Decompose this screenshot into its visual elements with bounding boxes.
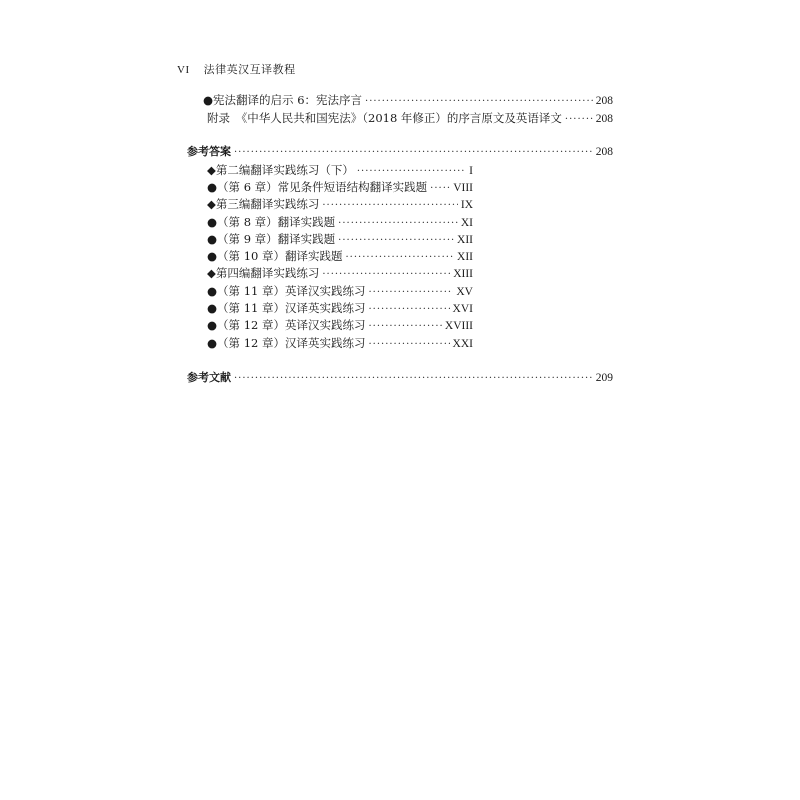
toc-entry-title: ●宪法翻译的启示 6：宪法序言 — [203, 93, 363, 107]
toc-entry-page: 208 — [595, 95, 613, 107]
page-number: VI — [177, 64, 190, 76]
toc-entry[interactable] — [207, 335, 473, 353]
toc-entry[interactable] — [207, 283, 473, 301]
toc-entry[interactable] — [207, 196, 473, 214]
toc-entry[interactable] — [207, 231, 473, 249]
toc-entry-page: XII — [457, 251, 473, 263]
toc-entry-title: ◆第四编翻译实践练习 — [207, 266, 320, 280]
dot-leader — [368, 285, 453, 301]
toc-entry-page: XV — [456, 286, 473, 298]
dot-leader — [357, 164, 466, 180]
toc-entry-page: VIII — [453, 182, 473, 194]
dot-leader — [234, 371, 593, 387]
toc-entry-title: ●（第 11 章）汉译英实践练习 — [207, 301, 366, 315]
toc-entry-page: XVIII — [444, 320, 473, 332]
toc-entry[interactable] — [207, 300, 473, 318]
dot-leader — [345, 250, 454, 266]
toc-entry[interactable] — [207, 248, 473, 266]
page-header — [177, 61, 296, 77]
toc-entry[interactable] — [207, 214, 473, 232]
toc-section-title: 参考文献 — [187, 371, 231, 384]
toc-section-page: 209 — [595, 372, 613, 384]
toc-entry[interactable] — [207, 179, 473, 197]
dot-leader — [368, 337, 449, 353]
toc-entry-title: ●（第 11 章）英译汉实践练习 — [207, 284, 366, 298]
toc-entry-page: XVI — [452, 303, 473, 315]
dot-leader — [338, 216, 458, 232]
toc-entry-title: ◆第二编翻译实践练习（下） — [207, 163, 354, 177]
toc-entry-title: ●（第 10 章）翻译实践题 — [207, 249, 343, 263]
dot-leader — [322, 267, 450, 283]
toc-entry-page: XI — [460, 217, 473, 229]
toc-entry-title: 附录 《中华人民共和国宪法》（2018 年修正）的序言原文及英语译文 — [207, 111, 562, 125]
dot-leader — [368, 302, 449, 318]
toc-entry[interactable] — [207, 317, 473, 335]
toc-entry-title: ●（第 9 章）翻译实践题 — [207, 232, 336, 246]
dot-leader — [338, 233, 454, 249]
toc-entry[interactable] — [207, 265, 473, 283]
toc-entry[interactable] — [207, 110, 613, 128]
dot-leader — [322, 198, 458, 214]
toc-section-page: 208 — [595, 146, 613, 158]
toc-entry-page: XXI — [452, 338, 473, 350]
toc-entry-title: ◆第三编翻译实践练习 — [207, 197, 320, 211]
dot-leader — [565, 112, 593, 128]
toc-entry-page: I — [469, 165, 473, 177]
toc-section-references[interactable] — [187, 370, 613, 387]
toc-section-answers[interactable] — [187, 144, 613, 161]
toc-section-title: 参考答案 — [187, 145, 231, 158]
dot-leader — [368, 319, 441, 335]
toc-entry[interactable] — [207, 162, 473, 180]
toc-entry-title: ●（第 6 章）常见条件短语结构翻译实践题 — [207, 180, 428, 194]
toc-entry-page: IX — [460, 199, 473, 211]
dot-leader — [234, 145, 593, 161]
toc-entry-page: XIII — [453, 268, 473, 280]
toc-entry-page: 208 — [595, 113, 613, 125]
toc-entry-title: ●（第 12 章）汉译英实践练习 — [207, 336, 366, 350]
book-title: 法律英汉互译教程 — [203, 63, 296, 76]
toc-entry[interactable] — [203, 92, 613, 110]
dot-leader — [365, 94, 593, 110]
toc-entry-title: ●（第 8 章）翻译实践题 — [207, 215, 336, 229]
toc-entry-title: ●（第 12 章）英译汉实践练习 — [207, 318, 366, 332]
dot-leader — [430, 181, 450, 197]
toc-entry-page: XII — [457, 234, 473, 246]
